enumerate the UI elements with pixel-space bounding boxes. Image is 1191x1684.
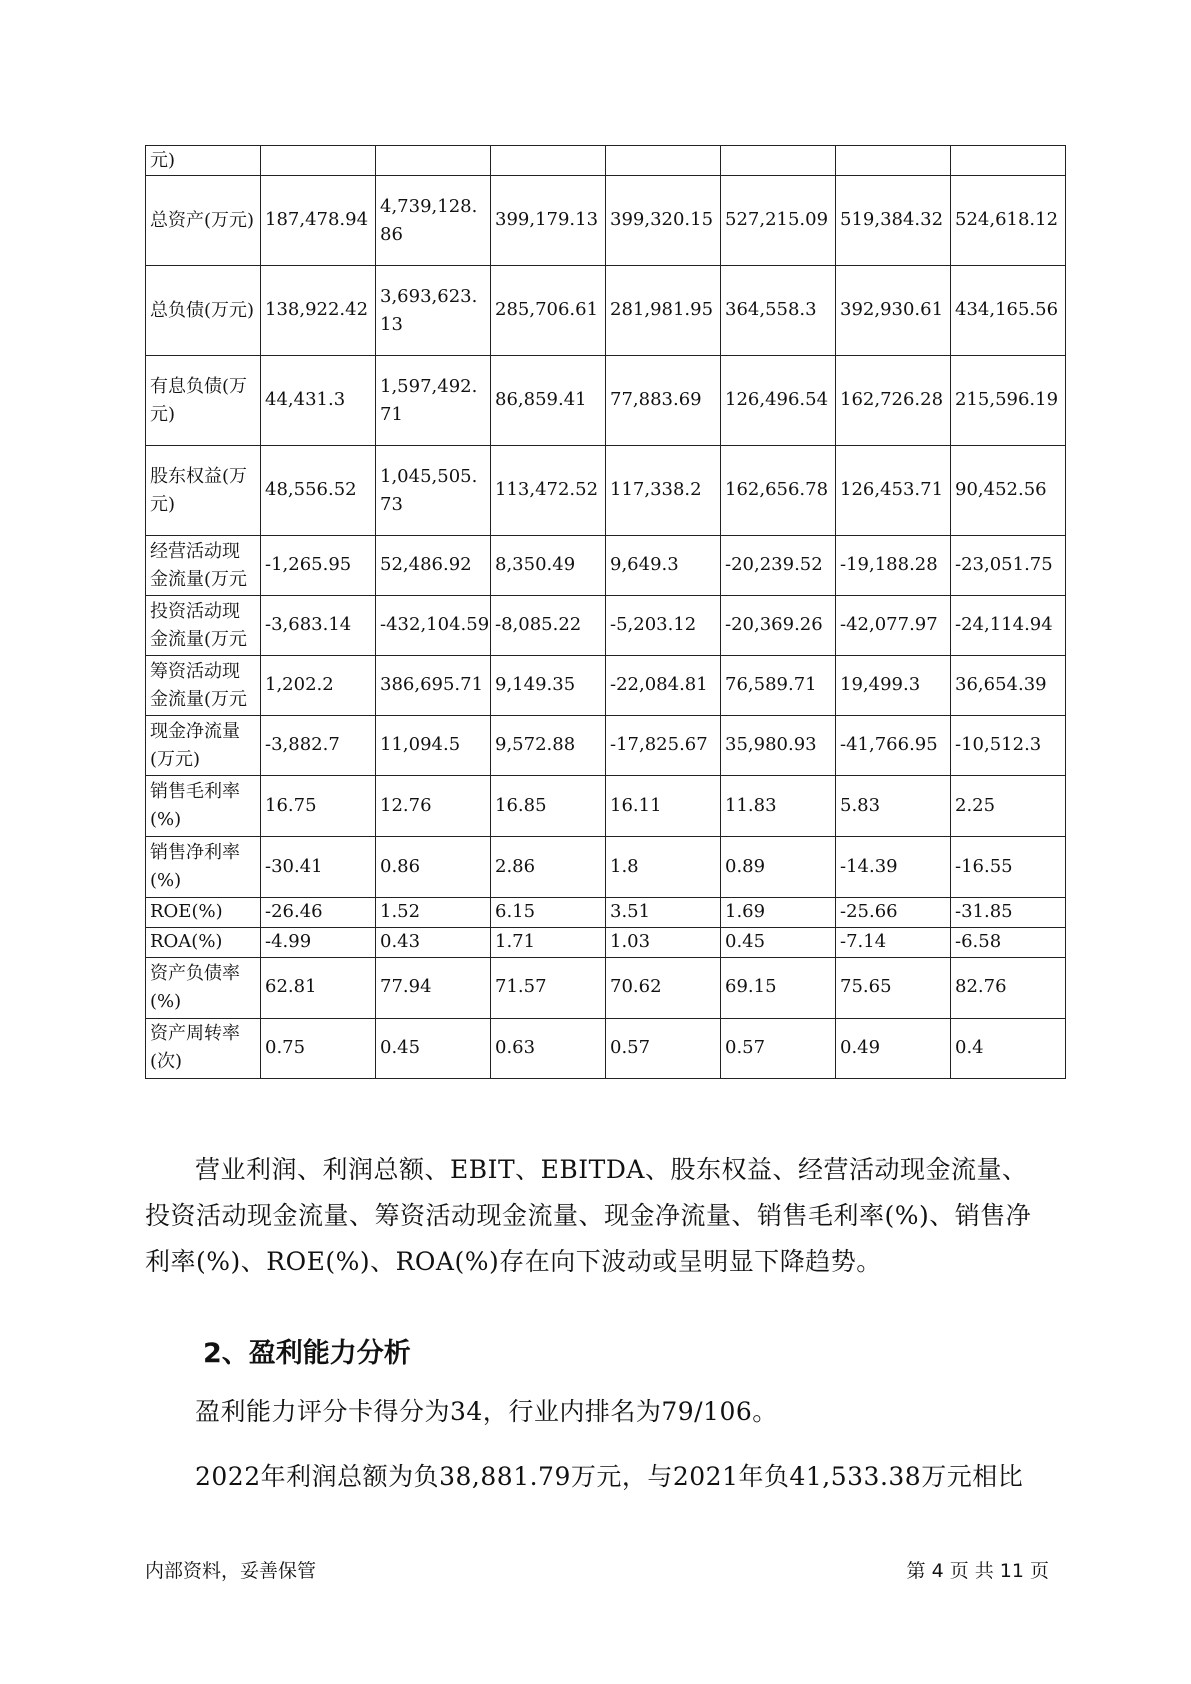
- row-label: 资产负债率(%): [146, 957, 261, 1018]
- table-cell: 0.49: [836, 1018, 951, 1078]
- table-cell: 215,596.19: [951, 356, 1066, 446]
- row-label: 有息负债(万元): [146, 356, 261, 446]
- trend-paragraph: 营业利润、利润总额、EBIT、EBITDA、股东权益、经营活动现金流量、投资活动现金流量、筹资活动现金流量、现金净流量、销售毛利率(%)、销售净利率(%)、ROE(%)、ROA(%)存在向下波动或呈明显下降趋势。: [145, 1155, 1032, 1276]
- table-cell: 0.63: [491, 1018, 606, 1078]
- table-cell: -26.46: [261, 898, 376, 928]
- table-cell: -19,188.28: [836, 536, 951, 596]
- row-label: 筹资活动现金流量(万元: [146, 656, 261, 716]
- table-cell: 8,350.49: [491, 536, 606, 596]
- table-cell: -5,203.12: [606, 596, 721, 656]
- table-cell: 44,431.3: [261, 356, 376, 446]
- table-cell: 3,693,623.13: [376, 266, 491, 356]
- table-cell: -3,882.7: [261, 716, 376, 776]
- table-cell: -1,265.95: [261, 536, 376, 596]
- table-cell: [491, 146, 606, 176]
- table-cell: 0.43: [376, 927, 491, 957]
- table-cell: -432,104.59: [376, 596, 491, 656]
- table-cell: -14.39: [836, 837, 951, 898]
- table-cell: 52,486.92: [376, 536, 491, 596]
- table-cell: 399,320.15: [606, 176, 721, 266]
- table-cell: -4.99: [261, 927, 376, 957]
- table-cell: 162,656.78: [721, 446, 836, 536]
- table-cell: -23,051.75: [951, 536, 1066, 596]
- table-row: [146, 536, 1066, 596]
- row-label: ROE(%): [146, 898, 261, 928]
- table-row: [146, 1018, 1066, 1078]
- table-cell: 71.57: [491, 957, 606, 1018]
- table-cell: 2.86: [491, 837, 606, 898]
- row-label: 销售毛利率(%): [146, 776, 261, 837]
- table-cell: 399,179.13: [491, 176, 606, 266]
- table-cell: 16.75: [261, 776, 376, 837]
- table-cell: 281,981.95: [606, 266, 721, 356]
- table-cell: 519,384.32: [836, 176, 951, 266]
- row-label: 股东权益(万元): [146, 446, 261, 536]
- table-cell: [836, 146, 951, 176]
- score-paragraph: 盈利能力评分卡得分为34，行业内排名为79/106。: [195, 1397, 778, 1426]
- table-cell: [721, 146, 836, 176]
- table-cell: 117,338.2: [606, 446, 721, 536]
- table-cell: -31.85: [951, 898, 1066, 928]
- table-cell: 0.57: [721, 1018, 836, 1078]
- table-cell: 77.94: [376, 957, 491, 1018]
- table-cell: -6.58: [951, 927, 1066, 957]
- table-cell: 12.76: [376, 776, 491, 837]
- row-label: 投资活动现金流量(万元: [146, 596, 261, 656]
- table-cell: 86,859.41: [491, 356, 606, 446]
- table-cell: 1.03: [606, 927, 721, 957]
- table-cell: 9,572.88: [491, 716, 606, 776]
- table-cell: 70.62: [606, 957, 721, 1018]
- row-label: 元): [146, 146, 261, 176]
- table-cell: [951, 146, 1066, 176]
- table-cell: 364,558.3: [721, 266, 836, 356]
- table-cell: -3,683.14: [261, 596, 376, 656]
- row-label: 销售净利率(%): [146, 837, 261, 898]
- row-label: 资产周转率(次): [146, 1018, 261, 1078]
- row-label: 总资产(万元): [146, 176, 261, 266]
- table-row: [146, 356, 1066, 446]
- table-cell: [376, 146, 491, 176]
- table-row: [146, 176, 1066, 266]
- table-cell: 0.4: [951, 1018, 1066, 1078]
- footer-page-number: 第 4 页 共 11 页: [906, 1560, 1049, 1582]
- table-cell: 285,706.61: [491, 266, 606, 356]
- table-cell: 1,045,505.73: [376, 446, 491, 536]
- table-cell: [261, 146, 376, 176]
- table-cell: 77,883.69: [606, 356, 721, 446]
- table-cell: 527,215.09: [721, 176, 836, 266]
- profit-paragraph: 2022年利润总额为负38,881.79万元，与2021年负41,533.38万元相比: [195, 1462, 1024, 1491]
- table-row: [146, 446, 1066, 536]
- table-cell: 0.89: [721, 837, 836, 898]
- table-cell: -8,085.22: [491, 596, 606, 656]
- table-row: [146, 957, 1066, 1018]
- table-cell: 126,496.54: [721, 356, 836, 446]
- table-cell: 36,654.39: [951, 656, 1066, 716]
- table-cell: 11.83: [721, 776, 836, 837]
- table-cell: 9,149.35: [491, 656, 606, 716]
- table-cell: 1.52: [376, 898, 491, 928]
- table-cell: 16.85: [491, 776, 606, 837]
- table-cell: -41,766.95: [836, 716, 951, 776]
- table-cell: 113,472.52: [491, 446, 606, 536]
- table-cell: 0.57: [606, 1018, 721, 1078]
- table-cell: 162,726.28: [836, 356, 951, 446]
- table-cell: 1.8: [606, 837, 721, 898]
- table-cell: -20,369.26: [721, 596, 836, 656]
- table-cell: 11,094.5: [376, 716, 491, 776]
- table-cell: -17,825.67: [606, 716, 721, 776]
- table-cell: 126,453.71: [836, 446, 951, 536]
- table-cell: 35,980.93: [721, 716, 836, 776]
- table-cell: 82.76: [951, 957, 1066, 1018]
- table-cell: 1,202.2: [261, 656, 376, 716]
- row-label: 现金净流量(万元): [146, 716, 261, 776]
- table-cell: 0.45: [376, 1018, 491, 1078]
- table-cell: -25.66: [836, 898, 951, 928]
- table-row: [146, 266, 1066, 356]
- table-cell: -16.55: [951, 837, 1066, 898]
- table-row: [146, 837, 1066, 898]
- table-cell: -20,239.52: [721, 536, 836, 596]
- row-label: 总负债(万元): [146, 266, 261, 356]
- table-cell: 5.83: [836, 776, 951, 837]
- table-cell: -7.14: [836, 927, 951, 957]
- table-row: [146, 596, 1066, 656]
- table-cell: 0.45: [721, 927, 836, 957]
- section-heading: 2、盈利能力分析: [203, 1338, 411, 1369]
- table-cell: 75.65: [836, 957, 951, 1018]
- table-cell: 524,618.12: [951, 176, 1066, 266]
- table-cell: [606, 146, 721, 176]
- table-row: [146, 656, 1066, 716]
- table-cell: 4,739,128.86: [376, 176, 491, 266]
- table-cell: 434,165.56: [951, 266, 1066, 356]
- table-cell: -30.41: [261, 837, 376, 898]
- table-cell: 392,930.61: [836, 266, 951, 356]
- table-cell: 69.15: [721, 957, 836, 1018]
- table-cell: 3.51: [606, 898, 721, 928]
- footer-confidential: 内部资料，妥善保管: [145, 1560, 317, 1582]
- row-label: ROA(%): [146, 927, 261, 957]
- table-row: [146, 146, 1066, 176]
- table-cell: 48,556.52: [261, 446, 376, 536]
- table-cell: -22,084.81: [606, 656, 721, 716]
- row-label: 经营活动现金流量(万元: [146, 536, 261, 596]
- table-body: [146, 146, 1066, 1079]
- table-cell: 9,649.3: [606, 536, 721, 596]
- table-cell: 1.71: [491, 927, 606, 957]
- table-row: [146, 776, 1066, 837]
- table-cell: 16.11: [606, 776, 721, 837]
- financial-indicators-table: [145, 145, 1066, 1079]
- table-cell: 90,452.56: [951, 446, 1066, 536]
- table-cell: 6.15: [491, 898, 606, 928]
- table-cell: 0.86: [376, 837, 491, 898]
- table-cell: -10,512.3: [951, 716, 1066, 776]
- table-cell: 1,597,492.71: [376, 356, 491, 446]
- table-cell: 0.75: [261, 1018, 376, 1078]
- table-cell: 386,695.71: [376, 656, 491, 716]
- table-row: [146, 898, 1066, 928]
- table-cell: 138,922.42: [261, 266, 376, 356]
- table-cell: 187,478.94: [261, 176, 376, 266]
- table-cell: -42,077.97: [836, 596, 951, 656]
- table-cell: 76,589.71: [721, 656, 836, 716]
- table-cell: 2.25: [951, 776, 1066, 837]
- table-row: [146, 927, 1066, 957]
- table-cell: 19,499.3: [836, 656, 951, 716]
- table-cell: -24,114.94: [951, 596, 1066, 656]
- table-cell: 1.69: [721, 898, 836, 928]
- table-cell: 62.81: [261, 957, 376, 1018]
- table-row: [146, 716, 1066, 776]
